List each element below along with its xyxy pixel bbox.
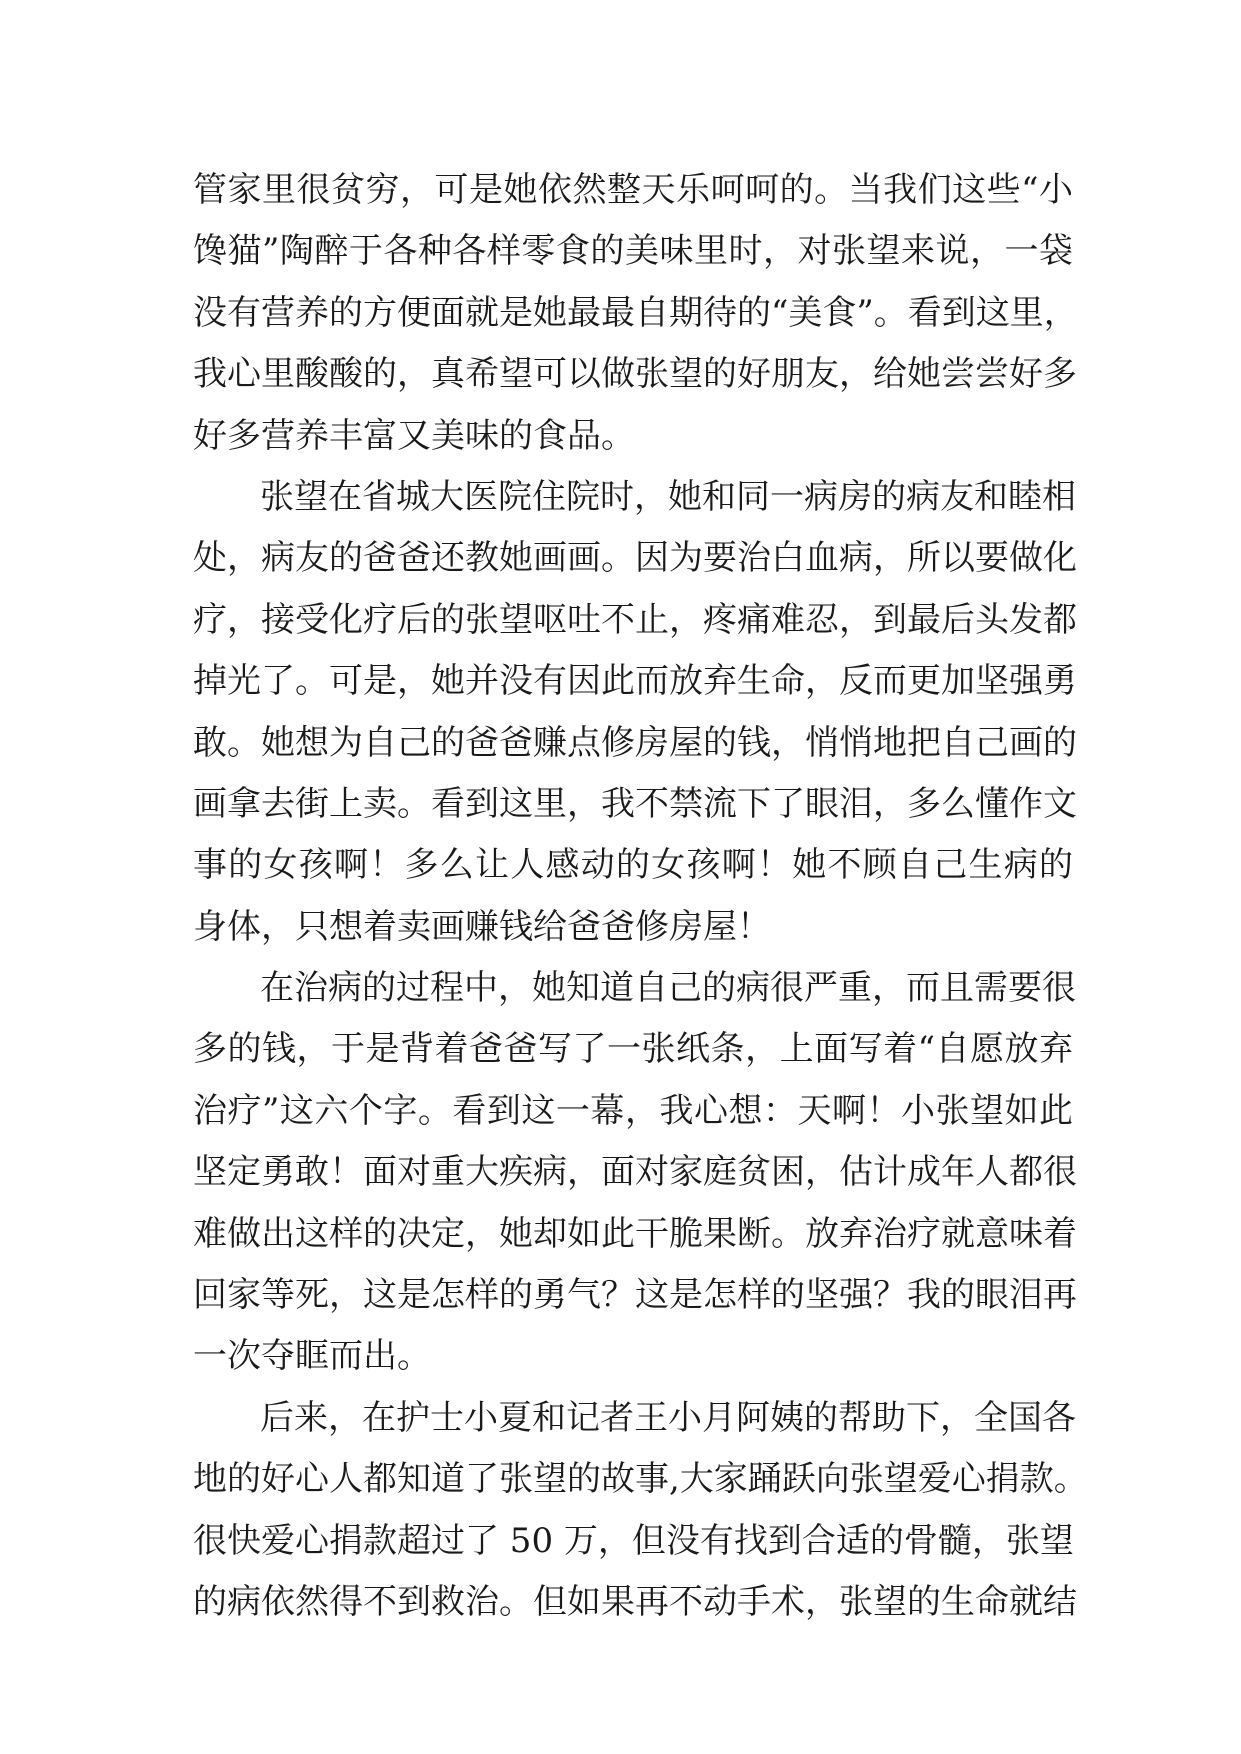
- text-line: 很快爱心捐款超过了 50 万，但没有找到合适的骨髓，张望: [193, 1520, 1074, 1561]
- text-line: 疗，接受化疗后的张望呕吐不止，疼痛难忍，到最后头发都: [193, 599, 1077, 640]
- text-line: 张望在省城大医院住院时，她和同一病房的病友和睦相: [260, 476, 1076, 517]
- text-line: 的病依然得不到救治。但如果再不动手术，张望的生命就结: [193, 1581, 1077, 1622]
- text-line: 多的钱，于是背着爸爸写了一张纸条，上面写着“自愿放弃: [193, 1029, 1073, 1070]
- text-line: 管家里很贫穷，可是她依然整天乐呵呵的。当我们这些“小: [193, 170, 1073, 210]
- text-line: 身体，只想着卖画赚钱给爸爸修房屋！: [193, 906, 771, 947]
- text-line: 敢。她想为自己的爸爸赚点修房屋的钱，悄悄地把自己画的: [193, 722, 1077, 763]
- text-line: 事的女孩啊！多么让人感动的女孩啊！她不顾自己生病的: [193, 845, 1073, 886]
- text-line: 画拿去街上卖。看到这里，我不禁流下了眼泪，多么懂作文: [193, 783, 1077, 824]
- text-line: 没有营养的方便面就是她最最自期待的“美食”。看到这里，: [193, 292, 1078, 333]
- text-line: 掉光了。可是，她并没有因此而放弃生命，反而更加坚强勇: [193, 661, 1077, 702]
- text-line: 处，病友的爸爸还教她画画。因为要治白血病，所以要做化: [193, 538, 1077, 579]
- text-line: 难做出这样的决定，她却如此干脆果断。放弃治疗就意味着: [193, 1213, 1077, 1254]
- text-line: 坚定勇敢！面对重大疾病，面对家庭贫困，估计成年人都很: [193, 1152, 1077, 1193]
- text-line: 我心里酸酸的，真希望可以做张望的好朋友，给她尝尝好多: [193, 354, 1077, 395]
- text-line: 一次夺眶而出。: [193, 1336, 431, 1377]
- text-line: 在治病的过程中，她知道自己的病很严重，而且需要很: [260, 968, 1076, 1009]
- text-line: 治疗”这六个字。看到这一幕，我心想：天啊！小张望如此: [193, 1090, 1073, 1131]
- text-line: 好多营养丰富又美味的食品。: [193, 415, 635, 456]
- text-line: 地的好心人都知道了张望的故事,大家踊跃向张望爱心捐款。: [193, 1459, 1088, 1500]
- text-line: 回家等死，这是怎样的勇气？这是怎样的坚强？我的眼泪再: [193, 1275, 1077, 1316]
- body-text: [193, 160, 1088, 1633]
- text-line: 馋猫”陶醉于各种各样零食的美味里时，对张望来说，一袋: [193, 231, 1073, 272]
- text-line: 后来，在护士小夏和记者王小月阿姨的帮助下，全国各: [260, 1397, 1076, 1438]
